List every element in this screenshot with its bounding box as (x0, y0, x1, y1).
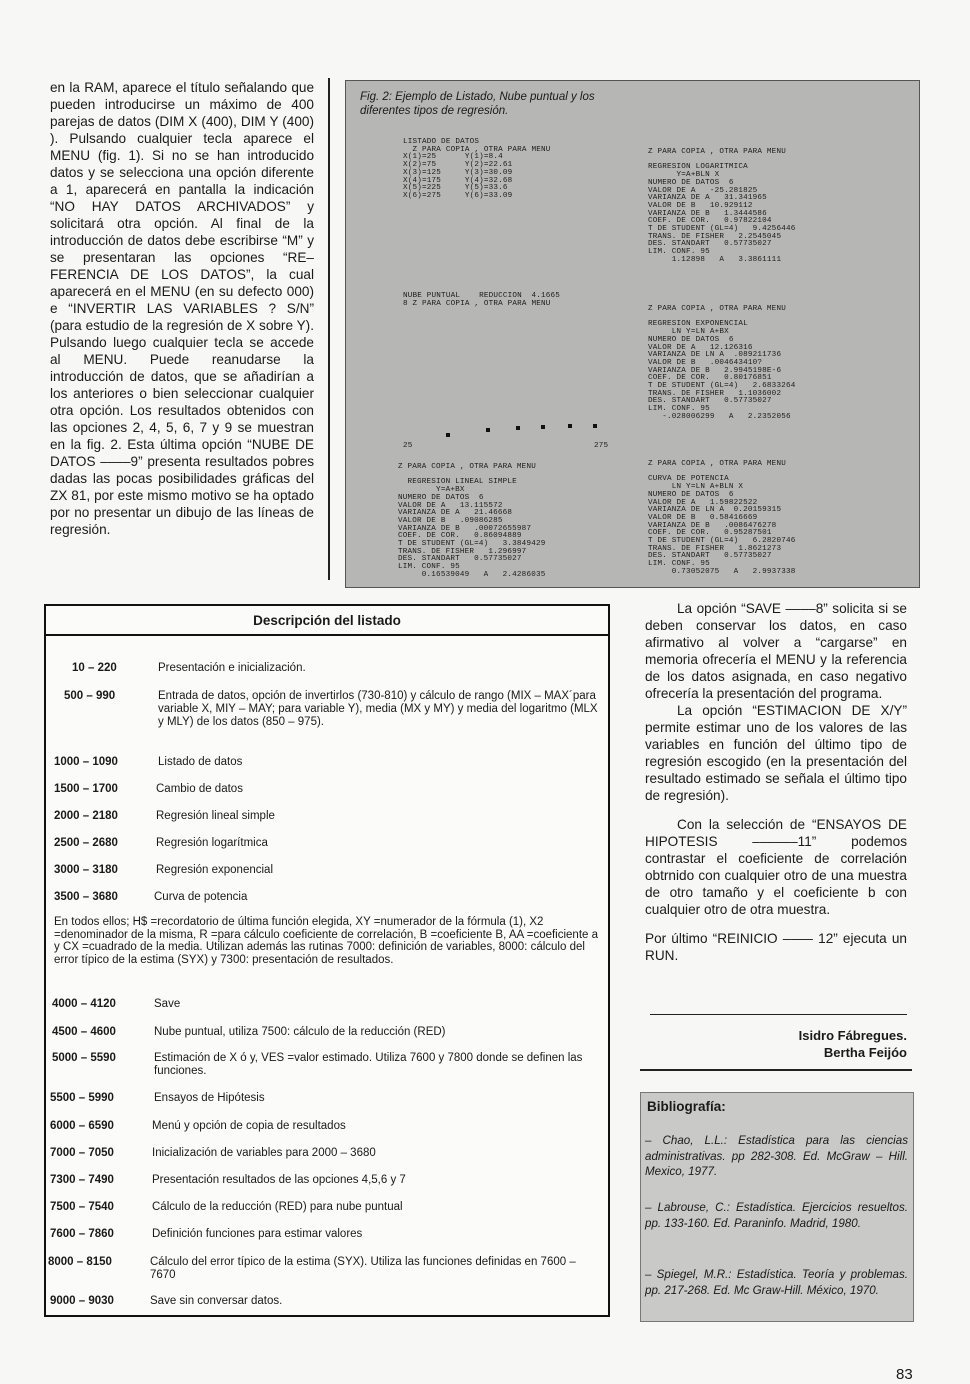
nube-point (541, 425, 545, 429)
line-range: 7000 – 7050 (50, 1147, 114, 1159)
bibliography-rule (640, 1069, 912, 1071)
bibliography-title: Bibliografía: (647, 1099, 726, 1114)
line-range: 1000 – 1090 (54, 756, 118, 768)
screen-potencia: Z PARA COPIA , OTRA PARA MENU CURVA DE POTENCIA LN Y=LN A+BLN X NUMERO DE DATOS 6 VALOR DE A 1.59822522 VARIANZA DE LN A 0.20159315 VALOR DE B 0.58416669 VARIANZA DE B .0086476278 COEF. DE COR. 0.95287501 T DE STUDENT (GL=4) 6.2820746 TRANS. DE FISHER 1.8621273 DES. STANDART 0.57735027 LIM. CONF. 95 0.73052075 A 2.9937338 (648, 460, 796, 576)
line-description: Regresión logarítmica (156, 837, 268, 849)
right-column (645, 600, 907, 964)
line-range: 6000 – 6590 (50, 1120, 114, 1132)
listing-box (44, 604, 610, 1317)
nube-point (568, 424, 572, 428)
nube-point (486, 428, 490, 432)
line-description: Entrada de datos, opción de invertirlos (730-810) y cálculo de rango (MIX – MAX´para variable X, MIY – MAY; para variable Y), media (MX y MY) y media del logaritmo (MLX y MLY) de los datos (850 – 975). (158, 690, 598, 728)
line-range: 1500 – 1700 (54, 783, 118, 795)
line-description: Regresión lineal simple (156, 810, 275, 822)
bibliography-item: – Labrouse, C.: Estadística. Ejercicios resueltos. pp. 133-160. Ed. Paraninfo. Madrid, 1980. (645, 1201, 908, 1230)
line-description: Presentación resultados de las opciones 4,5,6 y 7 (152, 1174, 406, 1186)
nube-point (446, 433, 450, 437)
line-range: 3500 – 3680 (54, 891, 118, 903)
line-description: Save (154, 998, 181, 1010)
line-range: 10 – 220 (72, 662, 117, 674)
body-text-left: en la RAM, aparece el título señalando que pueden introducirse un máximo de 400 parejas de datos (DIM X (400), DIM Y (400) ). Pulsando cualquier tecla aparece el MENU (fig. 1). Si no se han introducido datos y se selecciona una opción diferente a 1, aparecerá en pantalla la indicación “NO HAY DATOS ARCHIVADOS” y solicitará otra opción. Al final de la introducción de datos debe escribirse “M” y se presentaran las opciones “RE– FERENCIA DE LOS DATOS”, la cual aparecerá en el MENU (en su defecto 000) e “INVERTIR LAS VARIABLES ? S/N” (para estudio de la regresión de X sobre Y). Pulsando luego cualquier tecla se accede al MENU. Puede reanudarse la introducción de datos, que se añadirían a los anteriores o bien seleccionar cualquier otra opción. Los resultados obtenidos con las opciones 2, 4, 5, 6, 7 y 9 se muestran en la fig. 2. Esta última opción “NUBE DE DATOS ––––9” presenta resultados pobres dadas las pocas posibilidades gráficas del ZX 81, por este mismo motivo se ha optado por no presentar un dibujo de las líneas de regresión. (50, 80, 314, 537)
nube-point (593, 424, 597, 428)
line-range: 5500 – 5990 (50, 1092, 114, 1104)
author-name: Isidro Fábregues. (798, 1028, 907, 1043)
nube-x-min: 25 (403, 442, 413, 450)
line-range: 5000 – 5590 (52, 1052, 116, 1064)
paragraph-save: La opción “SAVE ––––8” solicita si se deben conservar los datos, en caso afirmativo al volver a “cargarse” en memoria ofrecería el MENU y la referencia de los datos asignada, en caso negativo ofrecería la presentación del programa. (645, 601, 907, 701)
line-range: 2000 – 2180 (54, 810, 118, 822)
column-divider (328, 78, 330, 580)
line-description: Regresión exponencial (156, 864, 273, 876)
screen-exponencial: Z PARA COPIA , OTRA PARA MENU REGRESION EXPONENCIAL LN Y=LN A+BX NUMERO DE DATOS 6 VALOR DE A 12.126316 VARIANZA DE LN A .089211736 VALOR DE B .004643410? VARIANZA DE B 2.9945198E-6 COEF. DE COR. 0.80176851 T DE STUDENT (GL=4) 2.6833264 TRANS. DE FISHER 1.1036002 DES. STANDART 0.57735027 LIM. CONF. 95 -.028006299 A 2.2352056 (648, 305, 796, 421)
line-description: Definición funciones para estimar valores (152, 1228, 363, 1240)
left-column (50, 79, 314, 538)
line-description: Ensayos de Hipótesis (154, 1092, 265, 1104)
bibliography-item: – Spiegel, M.R.: Estadística. Teoría y problemas. pp. 217-268. Ed. Mc Graw-Hill. México, 1970. (645, 1268, 908, 1297)
bibliography-box (640, 1092, 914, 1322)
line-description: Estimación de X ó y, VES =valor estimado. Utiliza 7600 y 7800 donde se definen las funciones. (154, 1052, 583, 1077)
line-range: 4500 – 4600 (52, 1026, 116, 1038)
listing-title: Descripción del listado (46, 606, 608, 636)
line-description: Save sin conversar datos. (150, 1295, 283, 1307)
line-range: 9000 – 9030 (50, 1295, 114, 1307)
line-range: 2500 – 2680 (54, 837, 118, 849)
line-range: 7600 – 7860 (50, 1228, 114, 1240)
signature-rule (650, 1014, 907, 1015)
line-description: Listado de datos (158, 756, 243, 768)
line-range: 4000 – 4120 (52, 998, 116, 1010)
figure-2 (345, 80, 920, 588)
line-range: 500 – 990 (64, 690, 116, 702)
figure-caption: Fig. 2: Ejemplo de Listado, Nube puntual y los diferentes tipos de regresión. (360, 91, 595, 117)
line-range: 7300 – 7490 (50, 1174, 114, 1186)
screen-nube: NUBE PUNTUAL REDUCCION 4.1665 8 Z PARA COPIA , OTRA PARA MENU (403, 292, 560, 308)
line-range: 8000 – 8150 (48, 1256, 112, 1268)
screen-logaritmica: Z PARA COPIA , OTRA PARA MENU REGRESION LOGARITMICA Y=A+BLN X NUMERO DE DATOS 6 VALOR DE A -25.281825 VARIANZA DE A 31.341965 VALOR DE B 10.929112 VARIANZA DE B 1.3444586 COEF. DE COR. 0.97822104 T DE STUDENT (GL=4) 9.4256446 TRANS. DE FISHER 2.2545045 DES. STANDART 0.57735027 LIM. CONF. 95 1.12898 A 3.3861111 (648, 148, 796, 264)
author-name: Bertha Feijóo (823, 1045, 907, 1060)
paragraph-reinicio: Por último “REINICIO –––– 12” ejecuta un RUN. (645, 931, 907, 963)
screen-lineal: Z PARA COPIA , OTRA PARA MENU REGRESION LINEAL SIMPLE Y=A+BX NUMERO DE DATOS 6 VALOR DE A 13.115572 VARIANZA DE A 21.46668 VALOR DE B .09086285 VARIANZA DE B .00072655987 COEF. DE COR. 0.86094889 T DE STUDENT (GL=4) 3.3849429 TRANS. DE FISHER 1.296997 DES. STANDART 0.57735027 LIM. CONF. 95 0.16539049 A 2.4286035 (398, 463, 546, 579)
paragraph-ensayos: Con la selección de “ENSAYOS DE HIPOTESIS ––––––11” podemos contrastar el coeficiente de correlación obtrnido con cualquier otro de una muestra de otro tamaño y el coeficiente b con cualquier otro de otra muestra. (645, 817, 907, 917)
line-description: Cambio de datos (156, 783, 243, 795)
line-range: 7500 – 7540 (50, 1201, 114, 1213)
line-description: Curva de potencia (154, 891, 248, 903)
listing-note: En todos ellos; H$ =recordatorio de última función elegida, XY =numerador de la fórmula (1), X2 =denominador de la misma, R =para cálculo coeficiente de correlación, B =coeficiente B, AA =coeficiente a y CX =cuadrado de la media. Utilizan además las rutinas 7000: definición de variables, 8000: cálculo del error típico de la estima (SYX) y 7300: presentación de resultados. (54, 916, 599, 966)
paragraph-estimacion: La opción “ESTIMACION DE X/Y” permite estimar uno de los valores de las variables en función del último tipo de regresión escogido (en la presentación del resultado estimado se señala el último tipo de regresión). (645, 703, 907, 803)
bibliography-item: – Chao, L.L.: Estadística para las ciencias administrativas. pp 282-308. Ed. McGraw – Hill. Mexico, 1977. (645, 1134, 908, 1178)
line-description: Menú y opción de copia de resultados (152, 1120, 346, 1132)
page-number: 83 (896, 1366, 913, 1383)
line-description: Nube puntual, utiliza 7500: cálculo de la reducción (RED) (154, 1026, 446, 1038)
nube-point (516, 426, 520, 430)
nube-x-max: 275 (594, 442, 609, 450)
line-description: Cálculo de la reducción (RED) para nube puntual (152, 1201, 403, 1213)
line-description: Cálculo del error típico de la estima (SYX). Utiliza las funciones definidas en 7600 – 7670 (150, 1256, 576, 1281)
screen-listado: LISTADO DE DATOS Z PARA COPIA , OTRA PARA MENU X(1)=25 Y(1)=8.4 X(2)=75 Y(2)=22.61 X(3)=125 Y(3)=30.09 X(4)=175 Y(4)=32.68 X(5)=225 Y(5)=33.6 X(6)=275 Y(6)=33.09 (403, 138, 551, 200)
line-description: Presentación e inicialización. (158, 662, 306, 674)
line-range: 3000 – 3180 (54, 864, 118, 876)
line-description: Inicialización de variables para 2000 – 3680 (152, 1147, 376, 1159)
